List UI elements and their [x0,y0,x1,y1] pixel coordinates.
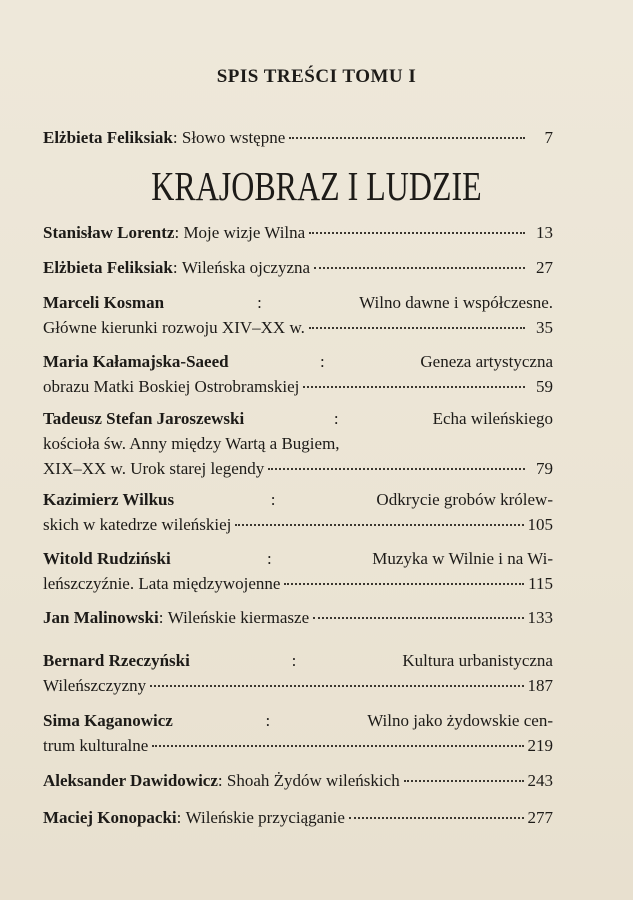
toc-entry: Maciej Konopacki : Wileńskie przyciąganie 277 [43,805,553,830]
entry-page-number: 59 [536,377,553,396]
entry-title-line: Muzyka w Wilnie i na Wi- [372,549,553,568]
toc-entry: Jan Malinowski : Wileńskie kiermasze 133 [43,605,553,630]
entry-page-number: 219 [527,736,553,755]
dot-leader [152,745,523,747]
entry-author: Bernard Rzeczyński [43,651,190,670]
page-heading: SPIS TREŚCI TOMU I [216,66,417,87]
entry-title-line: Wilno dawne i współczesne. [359,293,553,312]
dot-leader [289,137,525,139]
entry-title-line: leńszczyźnie. Lata międzywojenne [43,574,281,593]
entry-author: Sima Kaganowicz [43,711,173,730]
entry-title-line: Wileńskie kiermasze [167,608,310,627]
entry-title-line: Kultura urbanistyczna [402,651,553,670]
entry-page-number: 243 [527,771,553,790]
entry-page-number: 105 [527,515,553,534]
dot-leader [284,583,524,585]
entry-author: Witold Rudziński [43,549,171,568]
toc-entry: Maria Kałamajska-Saeed : Geneza artystyczna obrazu Matki Boskiej Ostrobramskiej 59 [43,349,553,399]
entry-title-line: Główne kierunki rozwoju XIV–XX w. [43,318,305,337]
entry-author: Marceli Kosman [43,293,165,312]
toc-entry: Stanisław Lorentz : Moje wizje Wilna 13 [43,220,553,245]
entry-page-number: 7 [544,128,553,147]
entry-title-line: obrazu Matki Boskiej Ostrobramskiej [43,377,300,396]
dot-leader [268,468,525,470]
dot-leader [235,524,523,526]
entry-page-number: 13 [536,223,553,242]
entry-page-number: 277 [527,808,553,827]
entry-title-line: Geneza artystyczna [420,352,553,371]
toc-entry: Elżbieta Feliksiak : Słowo wstępne 7 [43,125,553,150]
entry-title-line: kościoła św. Anny między Wartą a Bugiem, [43,434,340,453]
entry-title-line: XIX–XX w. Urok starej legendy [43,459,265,478]
entry-page-number: 115 [528,574,553,593]
dot-leader [349,817,524,819]
entry-author: Kazimierz Wilkus [43,490,175,509]
toc-entry: Sima Kaganowicz : Wilno jako żydowskie cen- trum kulturalne 219 [43,708,553,758]
entry-title: Słowo wstępne [181,128,286,147]
entry-author: Maria Kałamajska-Saeed [43,352,229,371]
entry-author: Maciej Konopacki [43,808,177,827]
dot-leader [309,327,525,329]
entry-page-number: 35 [536,318,553,337]
entry-title-line: Wileńska ojczyzna [181,258,311,277]
dot-leader [150,685,523,687]
entry-title-line: skich w katedrze wileńskiej [43,515,232,534]
entry-title-line: Wilno jako żydowskie cen- [367,711,553,730]
dot-leader [404,780,524,782]
toc-entry: Witold Rudziński : Muzyka w Wilnie i na Wi- leńszczyźnie. Lata międzywojenne 115 [43,546,553,596]
dot-leader [313,617,523,619]
toc-entry: Tadeusz Stefan Jaroszewski : Echa wileńskiego kościoła św. Anny między Wartą a Bugiem, XIX–XX w. Urok starej legendy 79 [43,406,553,481]
entry-author: Elżbieta Feliksiak [43,258,173,277]
entry-title-line: Wileńskie przyciąganie [185,808,345,827]
entry-author: Tadeusz Stefan Jaroszewski [43,409,245,428]
toc-entry: Aleksander Dawidowicz : Shoah Żydów wileńskich 243 [43,768,553,793]
entry-title-line: Wileńszczyzny [43,676,147,695]
toc-entry: Marceli Kosman : Wilno dawne i współczesne. Główne kierunki rozwoju XIV–XX w. 35 [43,290,553,340]
entry-author: Stanisław Lorentz [43,223,175,242]
entry-title-line: Moje wizje Wilna [183,223,306,242]
entry-author: Elżbieta Feliksiak [43,128,173,147]
entry-author: Aleksander Dawidowicz [43,771,218,790]
entry-title-line: Odkrycie grobów królew- [376,490,553,509]
toc-entry: Elżbieta Feliksiak : Wileńska ojczyzna 27 [43,255,553,280]
toc-entry: Kazimierz Wilkus : Odkrycie grobów królew- skich w katedrze wileńskiej 105 [43,487,553,537]
entry-author: Jan Malinowski [43,608,159,627]
toc-entry: Bernard Rzeczyński : Kultura urbanistyczna Wileńszczyzny 187 [43,648,553,698]
entry-title-line: Echa wileńskiego [432,409,553,428]
dot-leader [309,232,525,234]
dot-leader [303,386,525,388]
entry-page-number: 79 [536,459,553,478]
entry-page-number: 27 [536,258,553,277]
section-title: KRAJOBRAZ I LUDZIE [151,163,482,209]
dot-leader [314,267,525,269]
entry-title-line: Shoah Żydów wileńskich [226,771,400,790]
entry-title-line: trum kulturalne [43,736,149,755]
entry-page-number: 133 [527,608,553,627]
entry-page-number: 187 [527,676,553,695]
